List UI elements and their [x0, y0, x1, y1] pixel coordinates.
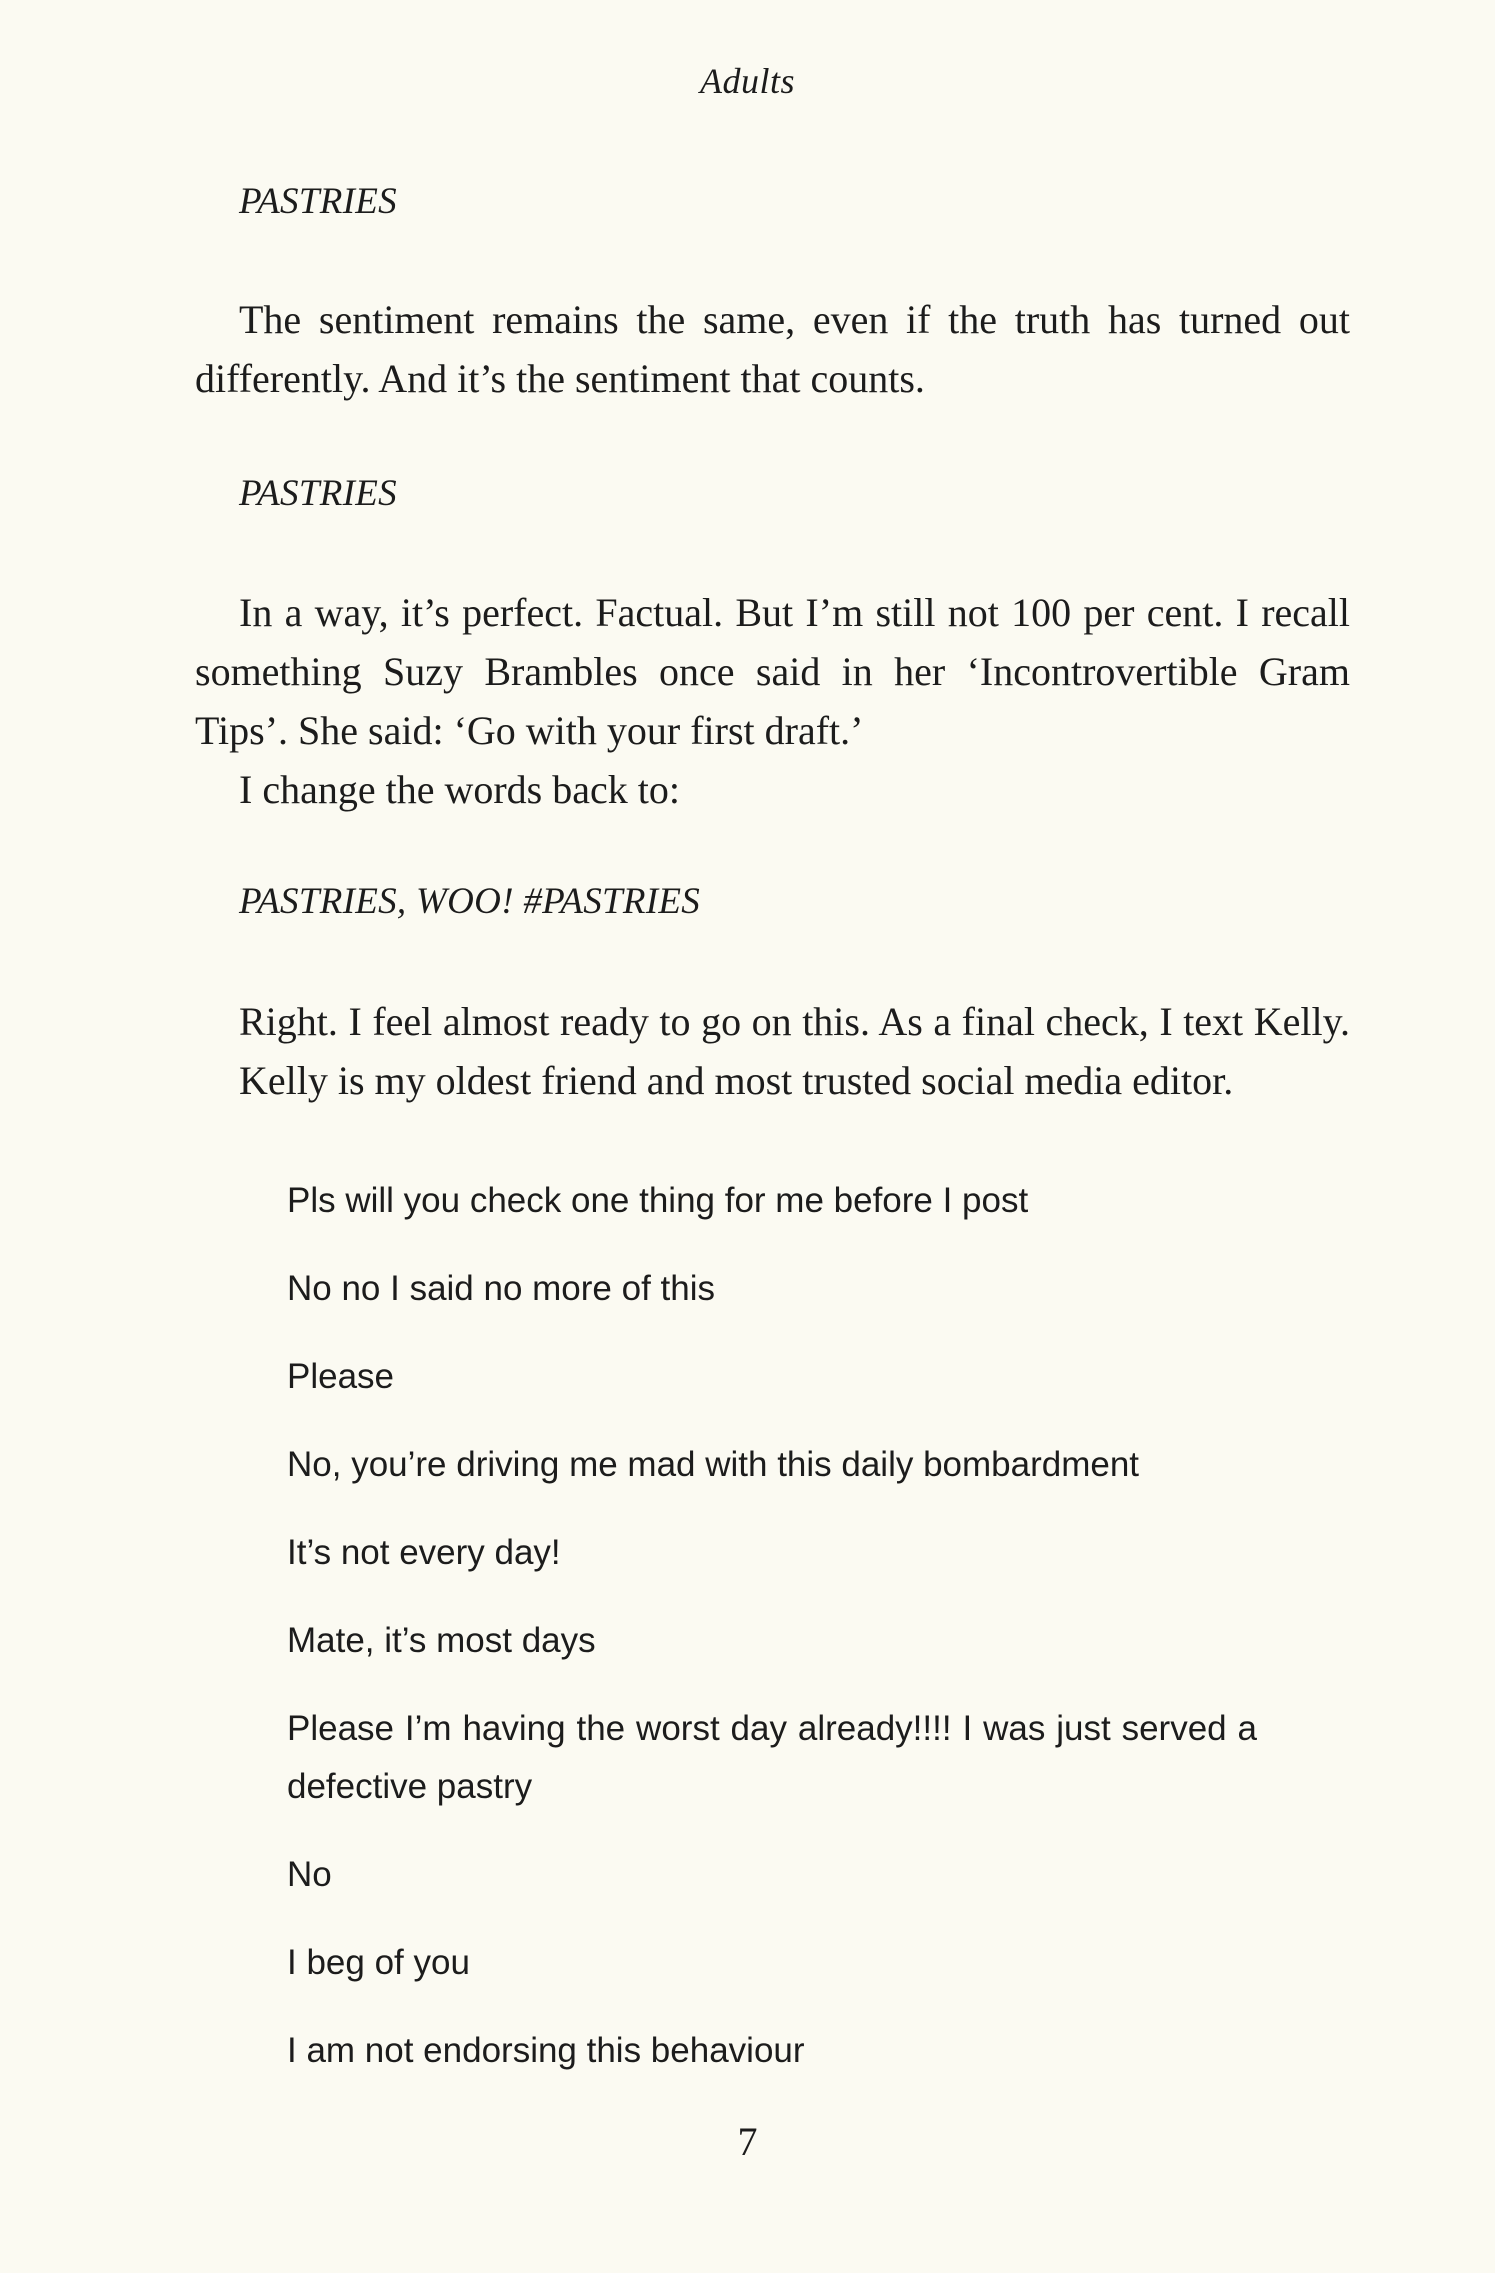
- text-message: Mate, it’s most days: [287, 1621, 596, 1660]
- text-message: No no I said no more of this: [287, 1269, 715, 1308]
- text-message: Please I’m having the worst day already!!!! I was just served a defective pastry: [287, 1709, 1257, 1806]
- post-caption-first: PASTRIES: [239, 181, 397, 222]
- paragraph-perfect: In a way, it’s perfect. Factual. But I’m still not 100 per cent. I recall something Suzy Brambles once said in her ‘Incontrovertible Gram Tips’. She said: ‘Go with your first draft.’: [195, 590, 1350, 753]
- running-head: Adults: [699, 61, 795, 101]
- paragraph-right: Right. I feel almost ready to go on this. As a final check, I text Kelly. Kelly is my oldest friend and most trusted social media editor.: [239, 999, 1350, 1103]
- post-caption-third: PASTRIES, WOO! #PASTRIES: [239, 881, 701, 922]
- text-message-exchange: [287, 1172, 1257, 2110]
- text-message: Pls will you check one thing for me before I post: [287, 1181, 1029, 1220]
- text-message: No: [287, 1855, 332, 1894]
- paragraph-change: I change the words back to:: [239, 767, 680, 812]
- paragraph-sentiment: The sentiment remains the same, even if the truth has turned out differently. And it’s the sentiment that counts.: [195, 297, 1350, 401]
- text-message: No, you’re driving me mad with this daily bombardment: [287, 1445, 1140, 1484]
- post-caption-second: PASTRIES: [239, 473, 397, 514]
- text-message: Please: [287, 1357, 395, 1396]
- text-message: It’s not every day!: [287, 1533, 561, 1572]
- text-message: I am not endorsing this behaviour: [287, 2031, 805, 2070]
- text-message: I beg of you: [287, 1943, 470, 1982]
- page-number: 7: [737, 2119, 758, 2164]
